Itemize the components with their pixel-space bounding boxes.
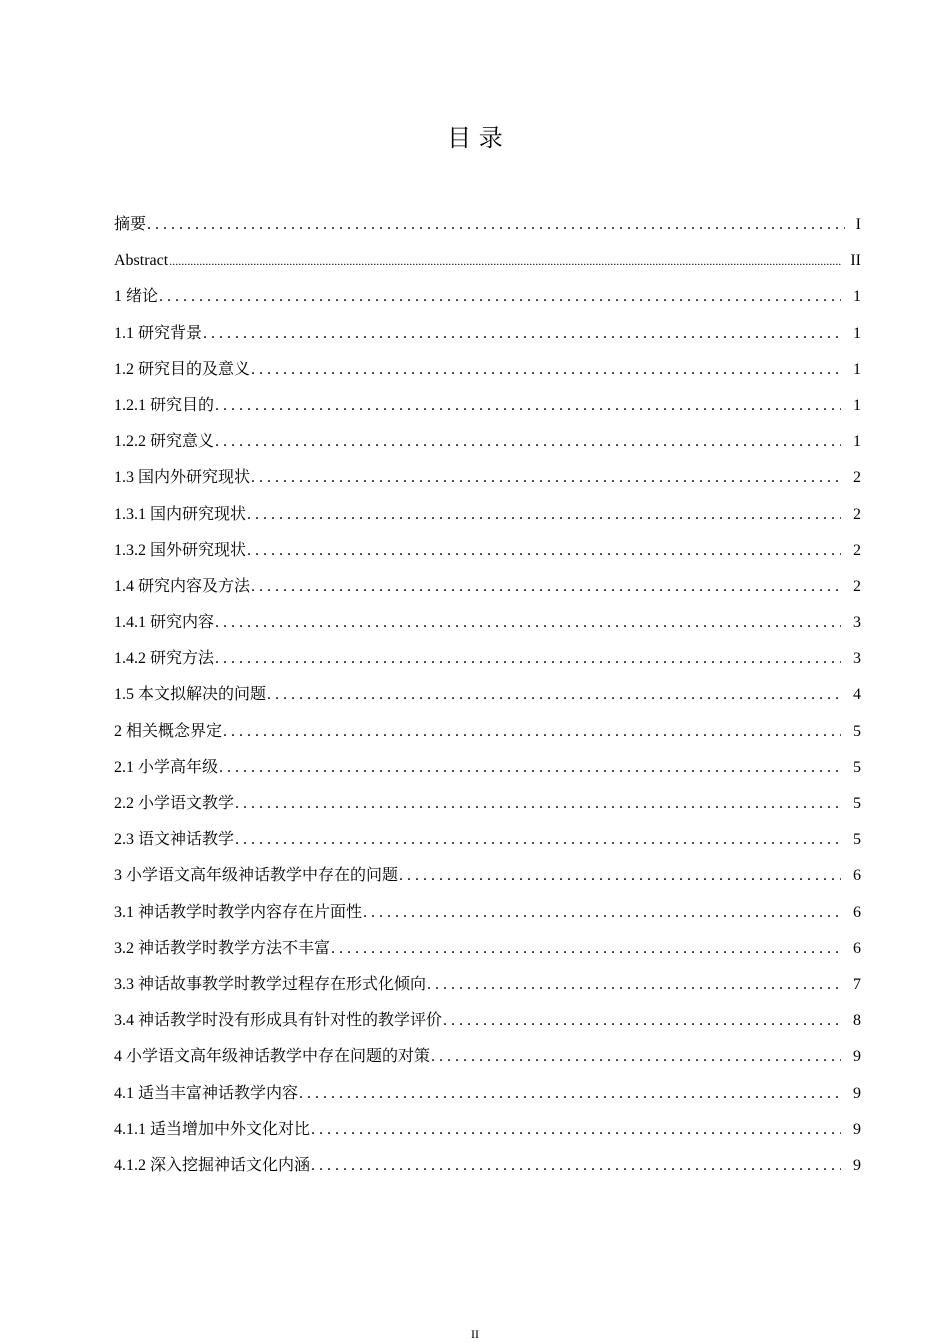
toc-entry-label: 1 绪论 <box>114 288 159 306</box>
toc-entry-page-number: 5 <box>853 795 861 812</box>
toc-entry[interactable] <box>114 680 861 716</box>
toc-dot-leader <box>159 282 841 312</box>
toc-dot-leader <box>251 463 841 493</box>
toc-entry-label: 3 小学语文高年级神话教学中存在的问题 <box>114 867 399 885</box>
toc-entry[interactable] <box>114 536 861 572</box>
toc-entry-label: 1.4.1 研究内容 <box>114 614 215 632</box>
toc-entry-page-number: II <box>850 252 861 270</box>
toc-entry-label: 2.1 小学高年级 <box>114 758 219 776</box>
toc-entry-label: 1.2 研究目的及意义 <box>114 360 251 378</box>
toc-dot-leader <box>363 898 841 928</box>
toc-dot-leader <box>251 355 841 385</box>
toc-dot-leader <box>235 825 841 855</box>
toc-entry-page-number: 6 <box>853 867 861 885</box>
toc-entry-page-number: 2 <box>853 577 861 595</box>
toc-dot-leader <box>223 717 841 747</box>
page-title: 目 录 <box>447 124 503 152</box>
toc-entry-label: 1.3.1 国内研究现状 <box>114 505 247 523</box>
toc-entry-label: 1.3.2 国外研究现状 <box>114 541 247 559</box>
toc-dot-leader <box>203 319 841 349</box>
toc-entry-label: 1.4 研究内容及方法 <box>114 577 251 595</box>
toc-entry[interactable] <box>114 500 861 536</box>
toc-entry[interactable] <box>114 861 861 897</box>
toc-entry-page-number: 2 <box>853 541 861 559</box>
toc-dot-leader <box>215 644 841 674</box>
toc-entry-label: 2.3 语文神话教学 <box>114 831 235 849</box>
toc-entry-label: 1.4.2 研究方法 <box>114 650 215 668</box>
toc-dot-leader <box>169 246 841 276</box>
toc-entry-page-number: 9 <box>853 1156 861 1174</box>
toc-entry-page-number: 4 <box>853 686 861 704</box>
toc-dot-leader <box>215 608 841 638</box>
table-of-contents <box>114 210 861 1187</box>
toc-entry-page-number: 3 <box>853 614 861 632</box>
toc-entry-label: 2 相关概念界定 <box>114 722 223 740</box>
toc-entry[interactable] <box>114 246 861 282</box>
toc-entry-label: 1.3 国内外研究现状 <box>114 469 251 487</box>
toc-dot-leader <box>311 1151 841 1181</box>
toc-dot-leader <box>427 970 841 1000</box>
toc-entry[interactable] <box>114 970 861 1006</box>
toc-entry-label: 摘要 <box>114 216 147 233</box>
toc-entry[interactable] <box>114 608 861 644</box>
toc-entry-label: 2.2 小学语文教学 <box>114 795 235 812</box>
toc-entry-label: Abstract <box>114 252 169 270</box>
toc-dot-leader <box>147 210 845 240</box>
toc-entry[interactable] <box>114 644 861 680</box>
toc-dot-leader <box>247 536 841 566</box>
toc-dot-leader <box>443 1006 841 1036</box>
toc-dot-leader <box>399 861 841 891</box>
toc-entry[interactable] <box>114 789 861 825</box>
toc-entry-page-number: 1 <box>853 360 861 378</box>
toc-dot-leader <box>331 934 841 964</box>
toc-entry-label: 3.3 神话故事教学时教学过程存在形式化倾向 <box>114 975 427 993</box>
toc-entry-label: 1.2.1 研究目的 <box>114 396 215 414</box>
toc-entry-page-number: 9 <box>853 1084 861 1102</box>
toc-entry-page-number: 1 <box>853 288 861 306</box>
toc-entry[interactable] <box>114 898 861 934</box>
toc-entry[interactable] <box>114 572 861 608</box>
toc-dot-leader <box>311 1115 841 1145</box>
toc-entry-label: 4.1 适当丰富神话教学内容 <box>114 1084 299 1102</box>
toc-entry-page-number: 2 <box>853 469 861 487</box>
toc-entry-page-number: 5 <box>853 758 861 776</box>
toc-entry-label: 1.1 研究背景 <box>114 324 203 342</box>
toc-entry-label: 3.1 神话教学时教学内容存在片面性 <box>114 903 363 921</box>
toc-dot-leader <box>215 391 841 421</box>
toc-entry[interactable] <box>114 1151 861 1187</box>
toc-entry-label: 4.1.2 深入挖掘神话文化内涵 <box>114 1156 311 1174</box>
toc-dot-leader <box>247 500 841 530</box>
toc-entry-page-number: 1 <box>853 433 861 451</box>
toc-entry-label: 3.2 神话教学时教学方法不丰富 <box>114 939 331 957</box>
toc-dot-leader <box>299 1079 841 1109</box>
toc-entry[interactable] <box>114 717 861 753</box>
toc-entry[interactable] <box>114 282 861 318</box>
toc-entry[interactable] <box>114 427 861 463</box>
toc-entry[interactable] <box>114 934 861 970</box>
toc-dot-leader <box>267 680 841 710</box>
toc-entry-label: 1.2.2 研究意义 <box>114 433 215 451</box>
toc-entry[interactable] <box>114 355 861 391</box>
toc-entry-label: 4.1.1 适当增加中外文化对比 <box>114 1120 311 1138</box>
toc-entry[interactable] <box>114 463 861 499</box>
toc-entry[interactable] <box>114 753 861 789</box>
toc-entry[interactable] <box>114 1115 861 1151</box>
page-number-footer: II <box>471 1327 479 1341</box>
toc-entry-label: 4 小学语文高年级神话教学中存在问题的对策 <box>114 1048 431 1066</box>
toc-entry[interactable] <box>114 1042 861 1078</box>
toc-entry-page-number: 8 <box>853 1012 861 1030</box>
toc-dot-leader <box>251 572 841 602</box>
toc-entry[interactable] <box>114 1006 861 1042</box>
toc-entry-page-number: 5 <box>853 722 861 740</box>
toc-entry-page-number: 9 <box>853 1048 861 1066</box>
toc-entry-page-number: 6 <box>853 903 861 921</box>
toc-dot-leader <box>235 789 841 819</box>
toc-entry-page-number: 6 <box>853 939 861 957</box>
toc-entry-label: 3.4 神话教学时没有形成具有针对性的教学评价 <box>114 1012 443 1030</box>
toc-entry-page-number: 2 <box>853 505 861 523</box>
toc-entry[interactable] <box>114 319 861 355</box>
toc-dot-leader <box>215 427 841 457</box>
toc-entry[interactable] <box>114 391 861 427</box>
toc-entry-page-number: 1 <box>853 324 861 342</box>
toc-entry[interactable] <box>114 210 861 246</box>
toc-entry-label: 1.5 本文拟解决的问题 <box>114 686 267 704</box>
toc-entry-page-number: 3 <box>853 650 861 668</box>
toc-entry-page-number: 1 <box>853 396 861 414</box>
toc-dot-leader <box>219 753 841 783</box>
toc-entry[interactable] <box>114 825 861 861</box>
toc-entry[interactable] <box>114 1079 861 1115</box>
toc-entry-page-number: I <box>855 216 861 233</box>
toc-entry-page-number: 7 <box>853 975 861 993</box>
toc-entry-page-number: 5 <box>853 831 861 849</box>
toc-entry-page-number: 9 <box>853 1120 861 1138</box>
toc-dot-leader <box>431 1042 841 1072</box>
